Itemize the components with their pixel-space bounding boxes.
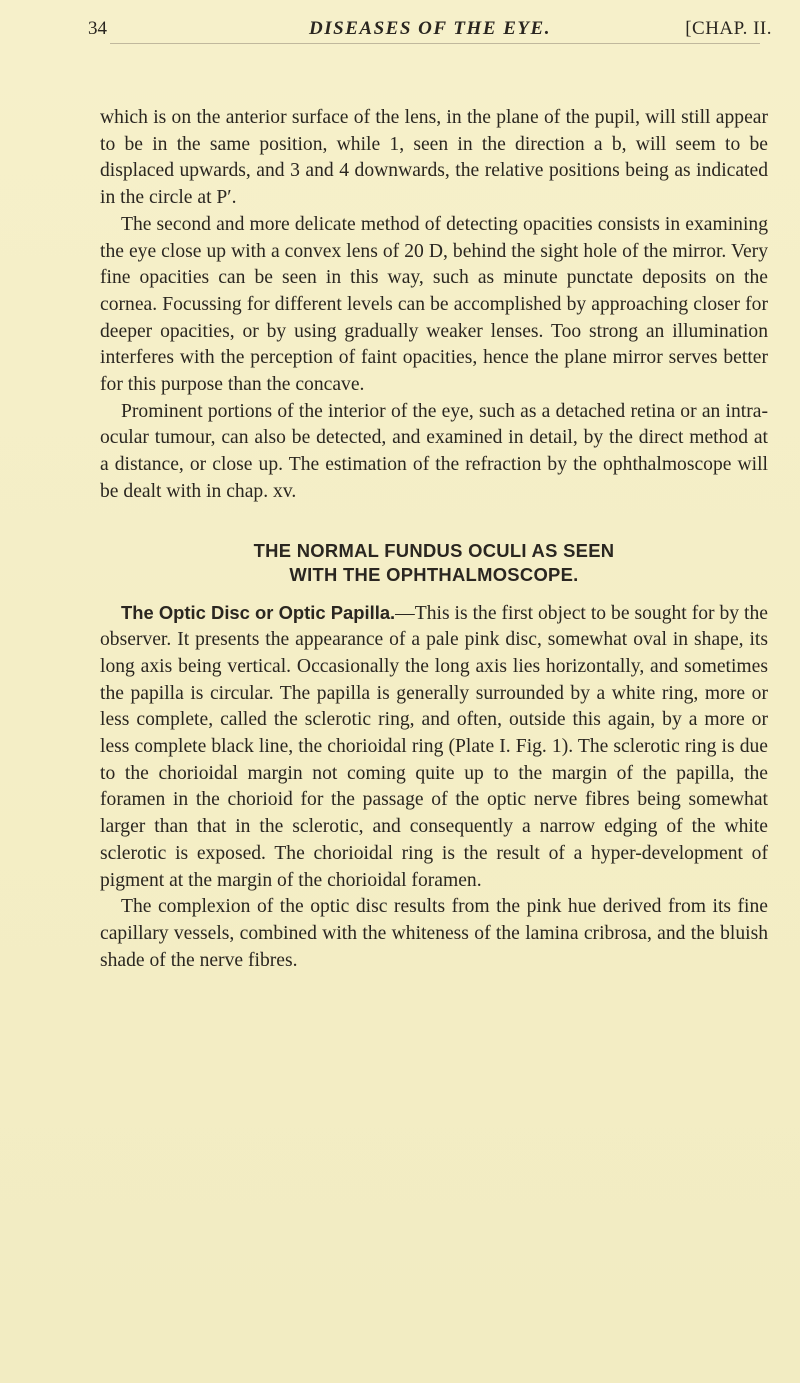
optic-disc-text: —This is the first object to be sought for by the observer. It presents the appearance of a pale pink disc, somewhat oval in shape, its long axis being vertical. Occasionally the long axis lies horizontally, and sometimes the papilla is circular. The papilla is generally surrounded by a white ring, more or less complete, called the sclerotic ring, and often, outside this again, by a more or less complete black line, the chorioidal ring (Plate I. Fig. 1). The sclerotic ring is due to the chorioidal margin not coming quite up to the margin of the papilla, the foramen in the chorioid for the passage of the optic nerve fibres being somewhat larger than that in the sclerotic, and consequently a narrow edging of the white sclerotic is exposed. The chorioidal ring is the result of a hyper-development of pigment at the margin of the chorioidal foramen. xyxy=(100,602,768,891)
paragraph-complexion: The complexion of the optic disc results from the pink hue derived from its fine capillary vessels, combined with the whiteness of the lamina cribrosa, and the bluish shade of the nerve fibres. xyxy=(100,896,768,971)
section-heading xyxy=(100,539,768,587)
paragraph-continued: which is on the anterior surface of the lens, in the plane of the pupil, will still appear to be in the same position, while 1, seen in the direction a b, will seem to be displaced upwards, and 3 and 4 downwards, the relative positions being as indicated in the circle at P′. xyxy=(100,107,768,209)
paragraph-optic-disc xyxy=(100,600,768,895)
running-title: DISEASES OF THE EYE. xyxy=(309,18,551,39)
section-heading-line-1: THE NORMAL FUNDUS OCULI AS SEEN xyxy=(253,539,615,561)
paragraph-second-method: The second and more delicate method of detecting opacities consists in examining the eye close up with a convex lens of 20 D, behind the sight hole of the mirror. Very fine opacities can be seen in this way, such as minute punctate deposits on the cornea. Focussing for different levels can be accomplished by approaching closer for deeper opacities, or by using gradually weaker lenses. Too strong an illumination interferes with the perception of faint opacities, hence the plane mirror serves better for this purpose than the concave. xyxy=(100,213,768,396)
chapter-label: [CHAP. II. xyxy=(685,18,772,39)
header-rule xyxy=(110,43,760,44)
run-in-heading: The Optic Disc or Optic Papilla. xyxy=(121,601,396,623)
paragraph-prominent-portions: Prominent portions of the interior of the eye, such as a detached retina or an intra-ocular tumour, can also be detected, and examined in detail, by the direct method at a distance, or close up. The estimation of the refraction by the ophthalmoscope will be dealt with in chap. xv. xyxy=(100,400,768,502)
body-text xyxy=(100,105,768,974)
running-head xyxy=(88,14,772,44)
section-heading-line-2: WITH THE OPHTHALMOSCOPE. xyxy=(289,563,579,585)
page-number: 34 xyxy=(88,18,107,39)
